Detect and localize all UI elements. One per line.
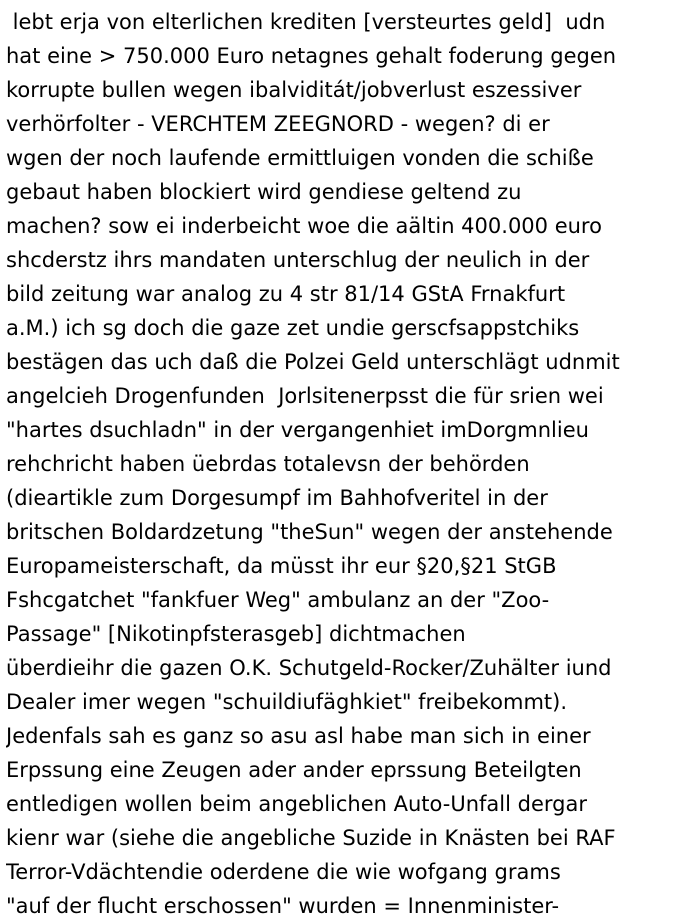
text-line: angelcieh Drogenfunden Jorlsitenerpsst die für srien wei bbox=[6, 384, 604, 408]
text-line: machen? sow ei inderbeicht woe die aältin 400.000 euro bbox=[6, 214, 602, 238]
text-line: korrupte bullen wegen ibalviditát/jobverlust eszessiver bbox=[6, 78, 582, 102]
text-line: lebt erja von elterlichen krediten [versteurtes geld] udn bbox=[6, 10, 606, 34]
text-line: gebaut haben blockiert wird gendiese geltend zu bbox=[6, 180, 522, 204]
text-line: verhörfolter - VERCHTEM ZEEGNORD - wegen? di er bbox=[6, 112, 550, 136]
text-line: Jedenfals sah es ganz so asu asl habe man sich in einer bbox=[6, 724, 591, 748]
text-line: Passage" [Nikotinpfsterasgeb] dichtmachen bbox=[6, 622, 466, 646]
text-line: Erpssung eine Zeugen ader ander eprssung Beteilgten bbox=[6, 758, 582, 782]
text-line: Fshcgatchet "fankfuer Weg" ambulanz an der "Zoo- bbox=[6, 588, 550, 612]
text-line: wgen der noch laufende ermittluigen vonden die schiße bbox=[6, 146, 594, 170]
text-line: Europameisterschaft, da müsst ihr eur §20,§21 StGB bbox=[6, 554, 557, 578]
text-line: "auf der flucht erschossen" wurden = Innenminister- bbox=[6, 894, 560, 918]
text-line: rehchricht haben üebrdas totalevsn der behörden bbox=[6, 452, 530, 476]
text-line: "hartes dsuchladn" in der vergangenhiet imDorgmnlieu bbox=[6, 418, 589, 442]
text-line: shcderstz ihrs mandaten unterschlug der neulich in der bbox=[6, 248, 590, 272]
text-line: (dieartikle zum Dorgesumpf im Bahhofveritel in der bbox=[6, 486, 548, 510]
text-line: a.M.) ich sg doch die gaze zet undie gerscfsappstchiks bbox=[6, 316, 580, 340]
text-line: kienr war (siehe die angebliche Suzide in Knästen bei RAF bbox=[6, 826, 616, 850]
text-line: Terror-Vdächtendie oderdene die wie wofgang grams bbox=[6, 860, 561, 884]
text-line: Dealer imer wegen "schuildiufäghkiet" freibekommt). bbox=[6, 690, 568, 714]
text-line: britschen Boldardzetung "theSun" wegen der anstehende bbox=[6, 520, 613, 544]
text-line: überdieihr die gazen O.K. Schutgeld-Rocker/Zuhälter iund bbox=[6, 656, 612, 680]
text-line: entledigen wollen beim angeblichen Auto-Unfall dergar bbox=[6, 792, 587, 816]
text-line: bestägen das uch daß die Polzei Geld unterschlägt udnmit bbox=[6, 350, 620, 374]
text-line: bild zeitung war analog zu 4 str 81/14 GStA Frnakfurt bbox=[6, 282, 566, 306]
document-body bbox=[6, 0, 682, 923]
text-line: hat eine > 750.000 Euro netagnes gehalt foderung gegen bbox=[6, 44, 617, 68]
